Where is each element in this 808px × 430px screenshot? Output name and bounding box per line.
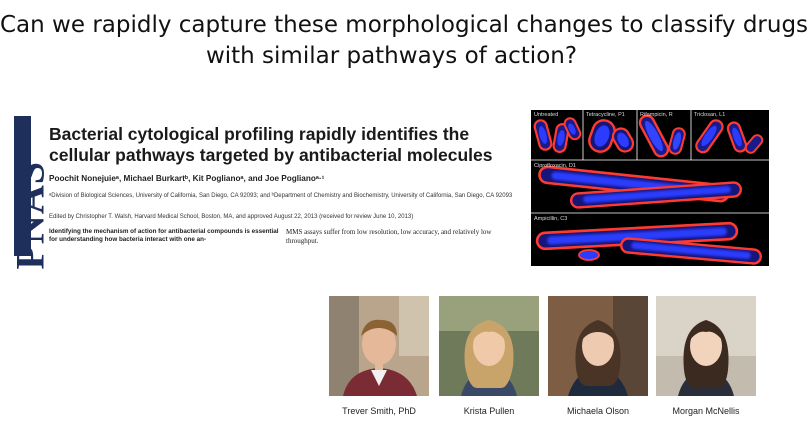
slide-title-line1: Can we rapidly capture these morphological changes to classify drugs — [0, 12, 808, 38]
paper-affiliations: ᵃDivision of Biological Sciences, University of California, San Diego, CA 92093; and ᵇDepartment of Chemistry and Biochemistry, University of California, San Diego, CA 92093 — [49, 193, 513, 199]
panel-label-ciprofloxacin: Ciprofloxacin, D1 — [534, 163, 576, 169]
name-morgan-mcnellis: Morgan McNellis — [672, 406, 740, 416]
photo-trever-smith — [329, 296, 429, 396]
pnas-logo: PNAS — [7, 161, 53, 270]
paper-body-text: MMS assays suffer from low resolution, low accuracy, and relatively low throughput. — [286, 228, 492, 245]
panel-label-untreated: Untreated — [534, 112, 559, 118]
name-krista-pullen: Krista Pullen — [463, 406, 515, 416]
paper-edited-by: Edited by Christopher T. Walsh, Harvard Medical School, Boston, MA, and approved August 22, 2013 (received for review June 10, 2013) — [49, 214, 414, 220]
name-michaela-olson: Michaela Olson — [566, 406, 630, 416]
portrait — [548, 296, 648, 396]
photo-morgan-mcnellis — [656, 296, 756, 396]
paper-authors: Poochit Nonejuieᵃ, Michael Burkartᵇ, Kit Poglianoᵃ, and Joe Poglianoᵃ·¹ — [49, 174, 325, 183]
paper-excerpt — [7, 112, 519, 270]
panel-label-ampicillin: Ampicillin, C3 — [534, 216, 568, 222]
microscopy-image — [531, 110, 769, 266]
portrait — [329, 296, 429, 396]
panel-label-rifampicin: Rifampicin, R — [640, 112, 673, 118]
photo-michaela-olson — [548, 296, 648, 396]
panel-label-tetracycline: Tetracycline, P1 — [586, 112, 625, 118]
photo-krista-pullen — [439, 296, 539, 396]
slide-title — [0, 10, 808, 72]
portrait — [656, 296, 756, 396]
paper-title: Bacterial cytological profiling rapidly identifies the cellular pathways targeted by antibacterial molecules — [49, 124, 493, 165]
microscopy-figure — [531, 110, 769, 266]
panel-label-triclosan: Triclosan, L1 — [694, 112, 726, 118]
portrait — [439, 296, 539, 396]
name-trever-smith: Trever Smith, PhD — [342, 406, 416, 416]
slide-title-line2: with similar pathways of action? — [205, 43, 578, 69]
paper-abstract: Identifying the mechanism of action for antibacterial compounds is essential for understanding how bacteria interact with one an- — [49, 228, 279, 243]
